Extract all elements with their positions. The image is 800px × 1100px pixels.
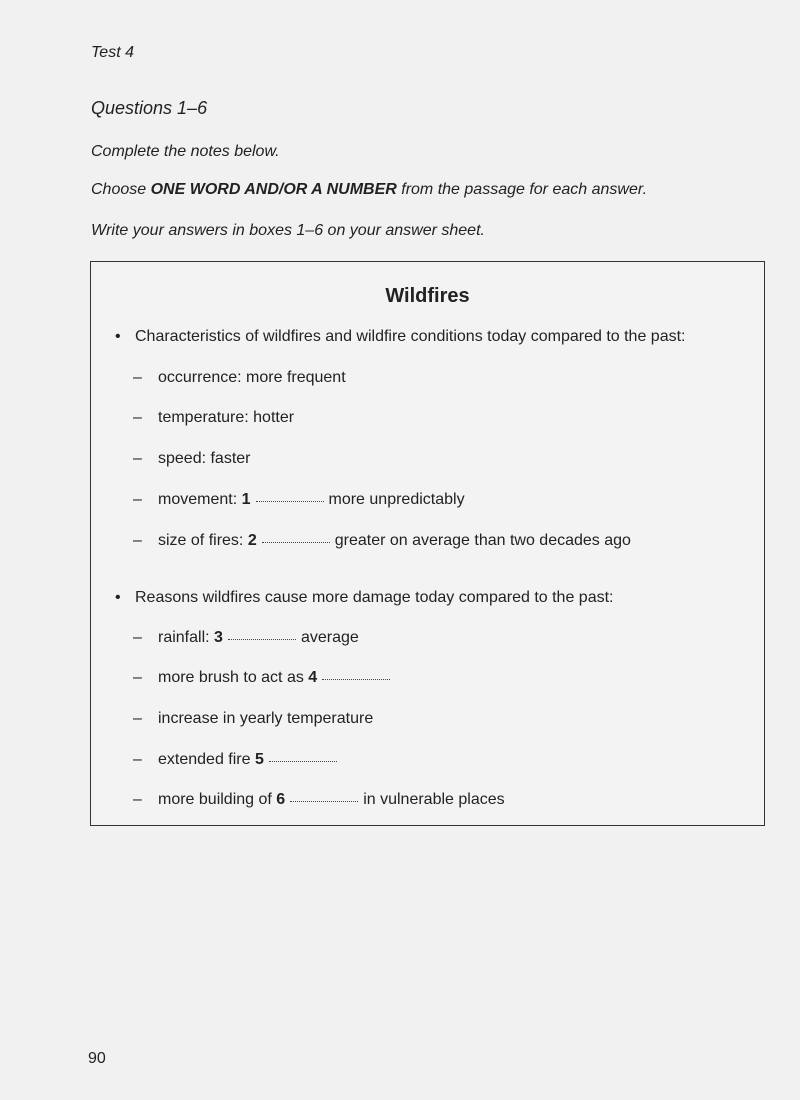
notes-box — [90, 261, 765, 826]
bullet-marker: • — [115, 328, 121, 345]
questions-title: Questions 1–6 — [91, 98, 208, 118]
bullet-reasons: • Reasons wildfires cause more damage today compared to the past: — [115, 589, 614, 606]
note-item-occurrence: – occurrence: more frequent — [133, 369, 346, 386]
instruction-answer-sheet: Write your answers in boxes 1–6 on your answer sheet. — [91, 222, 485, 239]
answer-gap-4[interactable] — [322, 678, 390, 680]
question-number: 5 — [254, 751, 264, 768]
question-number: 1 — [241, 491, 251, 508]
question-number: 3 — [214, 629, 223, 646]
note-item-rainfall: – rainfall: 3 average — [133, 629, 359, 646]
answer-gap-2[interactable] — [262, 541, 330, 543]
bullet-marker: • — [115, 589, 121, 606]
answer-gap-5[interactable] — [269, 760, 337, 762]
answer-gap-3[interactable] — [228, 638, 296, 640]
note-item-temperature: – temperature: hotter — [133, 409, 295, 426]
note-item-building: – more building of 6 in vulnerable places — [133, 791, 505, 808]
note-item-movement: – movement: 1 more unpredictably — [133, 491, 465, 508]
note-item-yearly-temperature: – increase in yearly temperature — [133, 710, 374, 727]
bullet-characteristics: • Characteristics of wildfires and wildfire conditions today compared to the past: — [115, 328, 686, 345]
test-label: Test 4 — [91, 44, 134, 61]
page-number: 90 — [88, 1050, 106, 1067]
answer-gap-1[interactable] — [256, 500, 324, 502]
question-number: 4 — [308, 669, 318, 686]
note-item-size-of-fires: – size of fires: 2 greater on average than two decades ago — [133, 532, 631, 549]
word-limit-emphasis: ONE WORD AND/OR A NUMBER — [150, 181, 397, 198]
note-item-speed: – speed: faster — [133, 450, 251, 467]
instruction-complete-notes: Complete the notes below. — [91, 143, 280, 160]
note-item-brush: – more brush to act as 4 — [133, 669, 395, 687]
question-number: 2 — [247, 532, 257, 549]
question-number: 6 — [276, 791, 286, 808]
instruction-word-limit: Choose ONE WORD AND/OR A NUMBER from the passage for each answer. — [91, 181, 648, 198]
note-item-extended-fire: – extended fire 5 — [133, 751, 342, 769]
notes-title: Wildfires — [385, 285, 470, 307]
answer-gap-6[interactable] — [290, 800, 358, 802]
